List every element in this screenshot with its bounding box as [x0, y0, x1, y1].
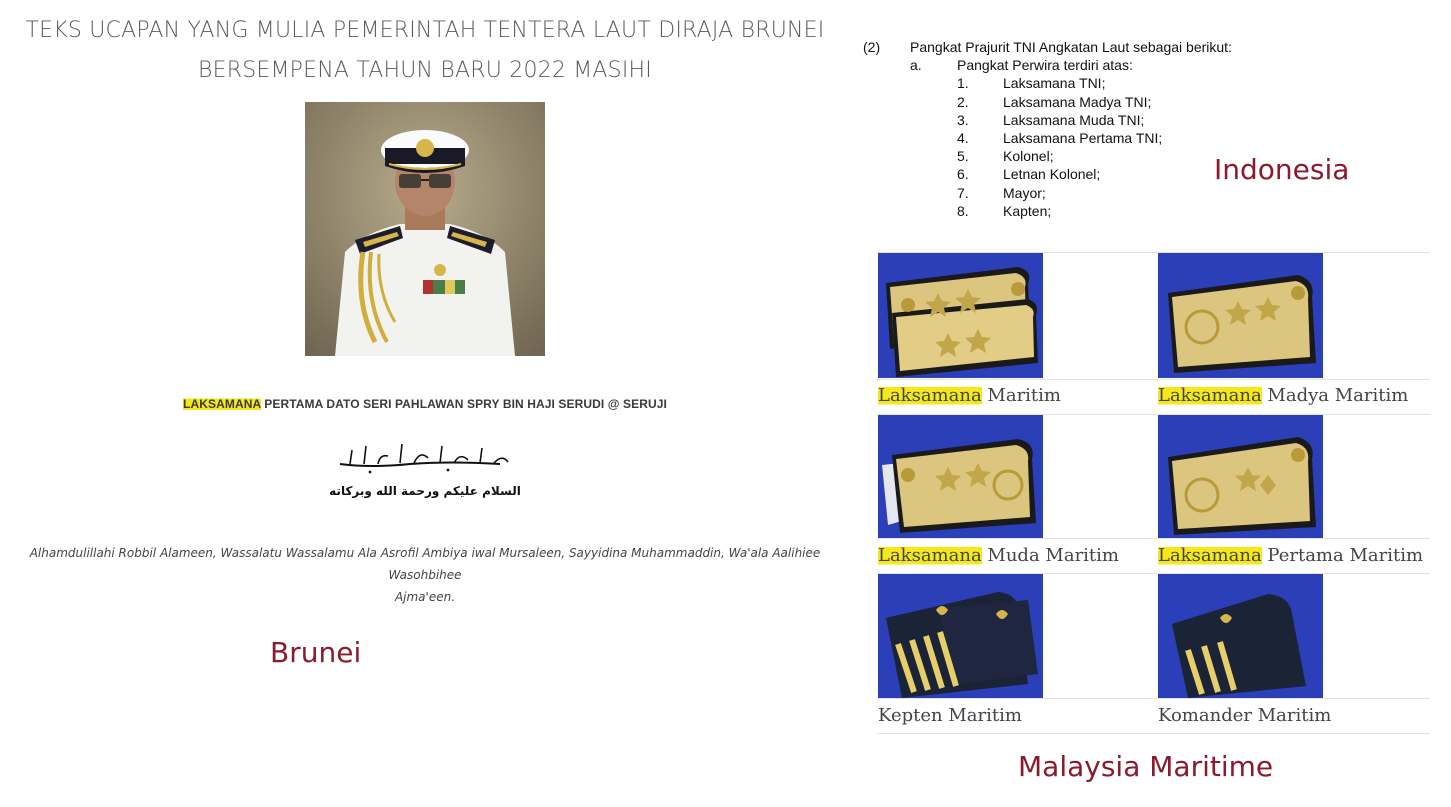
grid-divider — [877, 698, 1430, 699]
brunei-paragraph — [10, 542, 840, 608]
epaulette-image-komander — [1158, 574, 1323, 698]
epaulette-image-laksamana-muda — [878, 415, 1043, 538]
rank-name: Mayor; — [1003, 184, 1046, 201]
paragraph-line2: Ajma'een. — [394, 590, 456, 604]
grid-divider — [877, 733, 1430, 734]
rank-name: Laksamana Madya TNI; — [1003, 93, 1152, 110]
rank-number: 3. — [957, 111, 969, 128]
rank-name: Laksamana Muda TNI; — [1003, 111, 1145, 128]
caption-highlight: Laksamana — [1158, 545, 1262, 566]
rank-number: 5. — [957, 148, 969, 165]
caption-komander-maritim — [1158, 705, 1331, 726]
epaulette-image-laksamana-pertama — [1158, 415, 1323, 538]
brunei-title-line1: TEKS UCAPAN YANG MULIA PEMERINTAH TENTERA LAUT DIRAJA BRUNEI — [25, 18, 825, 43]
section-number: (2) — [863, 39, 881, 55]
admiral-portrait — [305, 102, 545, 356]
epaulette-image-laksamana — [878, 253, 1043, 378]
caption-laksamana-madya-maritim — [1158, 385, 1408, 406]
arabic-greeting: السلام عليكم ورحمة الله وبركاته — [329, 484, 521, 498]
caption-highlight: Laksamana — [1158, 385, 1262, 406]
caption-highlight: Laksamana — [878, 545, 982, 566]
caption-laksamana-maritim — [878, 385, 1061, 406]
rank-name: Kapten; — [1003, 202, 1052, 219]
caption-rest: Muda Maritim — [981, 545, 1119, 566]
label-indonesia: Indonesia — [1214, 153, 1350, 186]
rank-number: 7. — [957, 184, 969, 201]
rank-number: 8. — [957, 202, 969, 219]
caption-rest: Kepten Maritim — [878, 705, 1022, 726]
rank-number: 1. — [957, 75, 969, 92]
name-rest: PERTAMA DATO SERI PAHLAWAN SPRY BIN HAJI SERUDI @ SERUJI — [260, 397, 667, 411]
bismillah-calligraphy — [330, 436, 520, 476]
rank-name: Laksamana TNI; — [1003, 75, 1106, 92]
grid-divider — [877, 538, 1430, 539]
caption-laksamana-muda-maritim — [878, 545, 1119, 566]
grid-divider — [877, 379, 1430, 380]
rank-number: 2. — [957, 93, 969, 110]
caption-highlight: Laksamana — [878, 385, 982, 406]
section-text: Pangkat Prajurit TNI Angkatan Laut sebagai berikut: — [910, 39, 1232, 55]
rank-name: Laksamana Pertama TNI; — [1003, 129, 1163, 146]
admiral-name — [0, 397, 850, 411]
sub-text: Pangkat Perwira terdiri atas: — [957, 57, 1133, 74]
rank-name: Kolonel; — [1003, 148, 1054, 165]
rank-number: 6. — [957, 166, 969, 183]
brunei-title-line2: BERSEMPENA TAHUN BARU 2022 MASIHI — [198, 58, 652, 83]
label-brunei: Brunei — [270, 636, 362, 669]
epaulette-image-laksamana-madya — [1158, 253, 1323, 378]
rank-number: 4. — [957, 129, 969, 146]
caption-kepten-maritim — [878, 705, 1022, 726]
sub-letter: a. — [910, 57, 922, 74]
caption-laksamana-pertama-maritim — [1158, 545, 1423, 566]
caption-rest: Pertama Maritim — [1261, 545, 1424, 566]
rank-name: Letnan Kolonel; — [1003, 166, 1101, 183]
caption-rest: Komander Maritim — [1158, 705, 1332, 726]
epaulette-image-kepten — [878, 574, 1043, 698]
caption-rest: Madya Maritim — [1261, 385, 1409, 406]
name-highlight: LAKSAMANA — [183, 397, 261, 411]
caption-rest: Maritim — [981, 385, 1061, 406]
paragraph-line1: Alhamdulillahi Robbil Alameen, Wassalatu Wassalamu Ala Asrofil Ambiya iwal Mursaleen, Sayyidina Muhammaddin, Wa'ala Aalihiee Wasohbihee — [29, 546, 821, 582]
label-malaysia-maritime: Malaysia Maritime — [1018, 750, 1274, 783]
